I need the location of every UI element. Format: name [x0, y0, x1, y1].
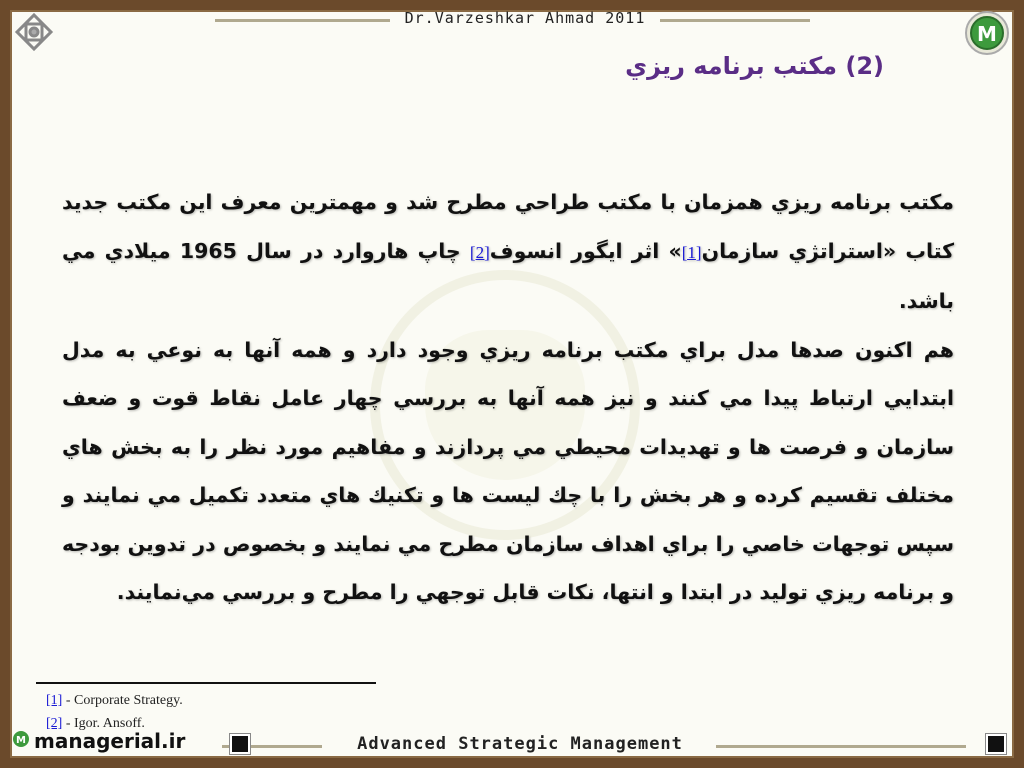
header-rule-left	[215, 19, 390, 22]
paragraph-1	[62, 178, 954, 326]
header-title: Dr.Varzeshkar Ahmad 2011	[404, 9, 646, 27]
ref-link-2[interactable]: [2]	[469, 242, 490, 262]
p1-text-end: چاپ هاروارد در سال 1965 ميلادي مي باشد.	[62, 238, 954, 313]
slide-body	[62, 178, 954, 617]
footnote-ref-2[interactable]: [2]	[46, 716, 63, 731]
brand-text: managerial.ir	[34, 729, 186, 753]
brand-logo-icon	[12, 729, 30, 753]
m-logo-icon	[964, 10, 1010, 56]
footer-rule-right	[716, 745, 966, 748]
paragraph-2: هم اكنون صدها مدل براي مكتب برنامه ريزي وجود دارد و همه آنها به نوعي به مدل ابتدايي ارتباط پيدا مي كنند و نيز همه آنها به بررسي چهار عامل نقاط قوت و ضعف سازمان و فرصت ها و تهديدات محيطي مي پردازند و مفاهيم مورد نظر را به بخش هاي مختلف تقسيم كرده و هر بخش را با چك ليست ها و تكنيك هاي متعدد تكميل مي نمايند و سپس توجهات خاصي را براي اهداف سازمان مطرح مي نمايند و بخصوص در تدوين بودجه و برنامه ريزي توليد در ابتدا و انتها، نكات قابل توجهي را مطرح و بررسي مي‌نمايند.	[62, 337, 954, 604]
svg-text:M: M	[16, 735, 26, 746]
footnote-divider	[36, 682, 376, 684]
footer-brand	[12, 729, 185, 753]
page-title: (2) مكتب برنامه ريزي	[625, 52, 884, 80]
p1-text-start: مكتب برنامه ريزي همزمان با مكتب طراحي مطرح شد و مهمترين معرف اين مكتب جديد كتاب «استراتژي سازمان	[62, 190, 954, 263]
footnote-text-1: - Corporate Strategy.	[62, 693, 183, 708]
footer-title: Advanced Strategic Management	[357, 734, 683, 754]
footnote-text-2: - Igor. Ansoff.	[62, 716, 145, 731]
knot-logo-icon	[14, 12, 54, 52]
next-slide-button[interactable]	[986, 734, 1006, 754]
ref-link-1[interactable]: [1]	[681, 242, 702, 262]
header-rule-right	[660, 19, 810, 22]
footnote-1	[46, 693, 183, 709]
p1-text-middle: » اثر ايگور انسوف	[489, 238, 682, 263]
svg-text:M: M	[977, 22, 997, 46]
footnote-ref-1[interactable]: [1]	[46, 693, 63, 708]
prev-slide-button[interactable]	[230, 734, 250, 754]
